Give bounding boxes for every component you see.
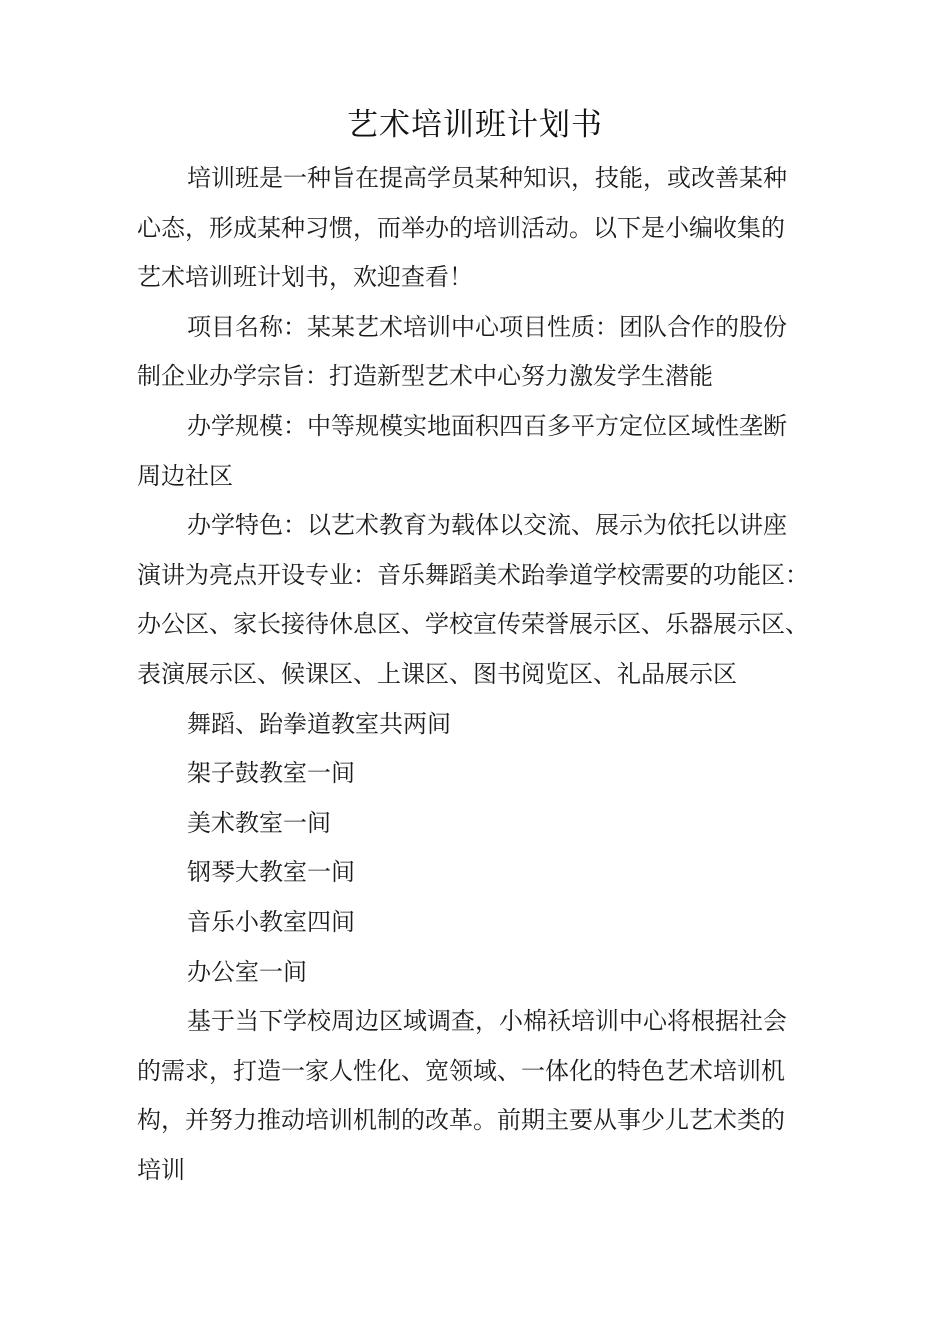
paragraph-features xyxy=(137,501,842,699)
list-item-piano-room xyxy=(137,848,842,898)
text-line: 心态，形成某种习惯，而举办的培训活动。以下是小编收集的 xyxy=(137,213,785,242)
text-line: 项目名称：某某艺术培训中心项目性质：团队合作的股份 xyxy=(187,312,787,341)
text-line: 办公区、家长接待休息区、学校宣传荣誉展示区、乐器展示区、 xyxy=(137,610,809,639)
text-line: 舞蹈、跆拳道教室共两间 xyxy=(187,709,451,738)
list-item-art-room xyxy=(137,799,842,849)
text-line: 基于当下学校周边区域调查，小棉袄培训中心将根据社会 xyxy=(187,1007,787,1036)
text-line: 表演展示区、候课区、上课区、图书阅览区、礼品展示区 xyxy=(137,659,737,688)
text-line: 的需求，打造一家人性化、宽领域、一体化的特色艺术培训机 xyxy=(137,1056,785,1085)
text-line: 艺术培训班计划书，欢迎查看！ xyxy=(137,263,473,292)
paragraph-project-info xyxy=(137,303,842,402)
text-line: 演讲为亮点开设专业：音乐舞蹈美术跆拳道学校需要的功能区： xyxy=(137,560,809,589)
text-line: 架子鼓教室一间 xyxy=(187,759,355,788)
text-line: 培训班是一种旨在提高学员某种知识，技能，或改善某种 xyxy=(187,164,787,192)
text-line: 办学规模：中等规模实地面积四百多平方定位区域性垄断 xyxy=(187,411,787,440)
text-line: 钢琴大教室一间 xyxy=(187,858,355,887)
text-line: 构，并努力推动培训机制的改革。前期主要从事少儿艺术类的 xyxy=(137,1106,785,1135)
page-title: 艺术培训班计划书 xyxy=(347,107,603,143)
paragraph-scale xyxy=(137,402,842,501)
text-line: 办公室一间 xyxy=(187,957,307,986)
paragraph-conclusion xyxy=(137,997,842,1195)
text-line: 音乐小教室四间 xyxy=(187,907,355,936)
text-line: 美术教室一间 xyxy=(187,808,331,837)
text-line: 制企业办学宗旨：打造新型艺术中心努力激发学生潜能 xyxy=(137,362,713,391)
text-line: 培训 xyxy=(137,1155,185,1184)
text-line: 周边社区 xyxy=(137,461,233,490)
text-line: 办学特色：以艺术教育为载体以交流、展示为依托以讲座 xyxy=(187,511,787,540)
list-item-drum-room xyxy=(137,749,842,799)
list-item-dance-room xyxy=(137,700,842,750)
list-item-music-room xyxy=(137,898,842,948)
paragraph-intro xyxy=(137,154,842,303)
document-body xyxy=(137,154,842,1195)
list-item-office xyxy=(137,948,842,998)
